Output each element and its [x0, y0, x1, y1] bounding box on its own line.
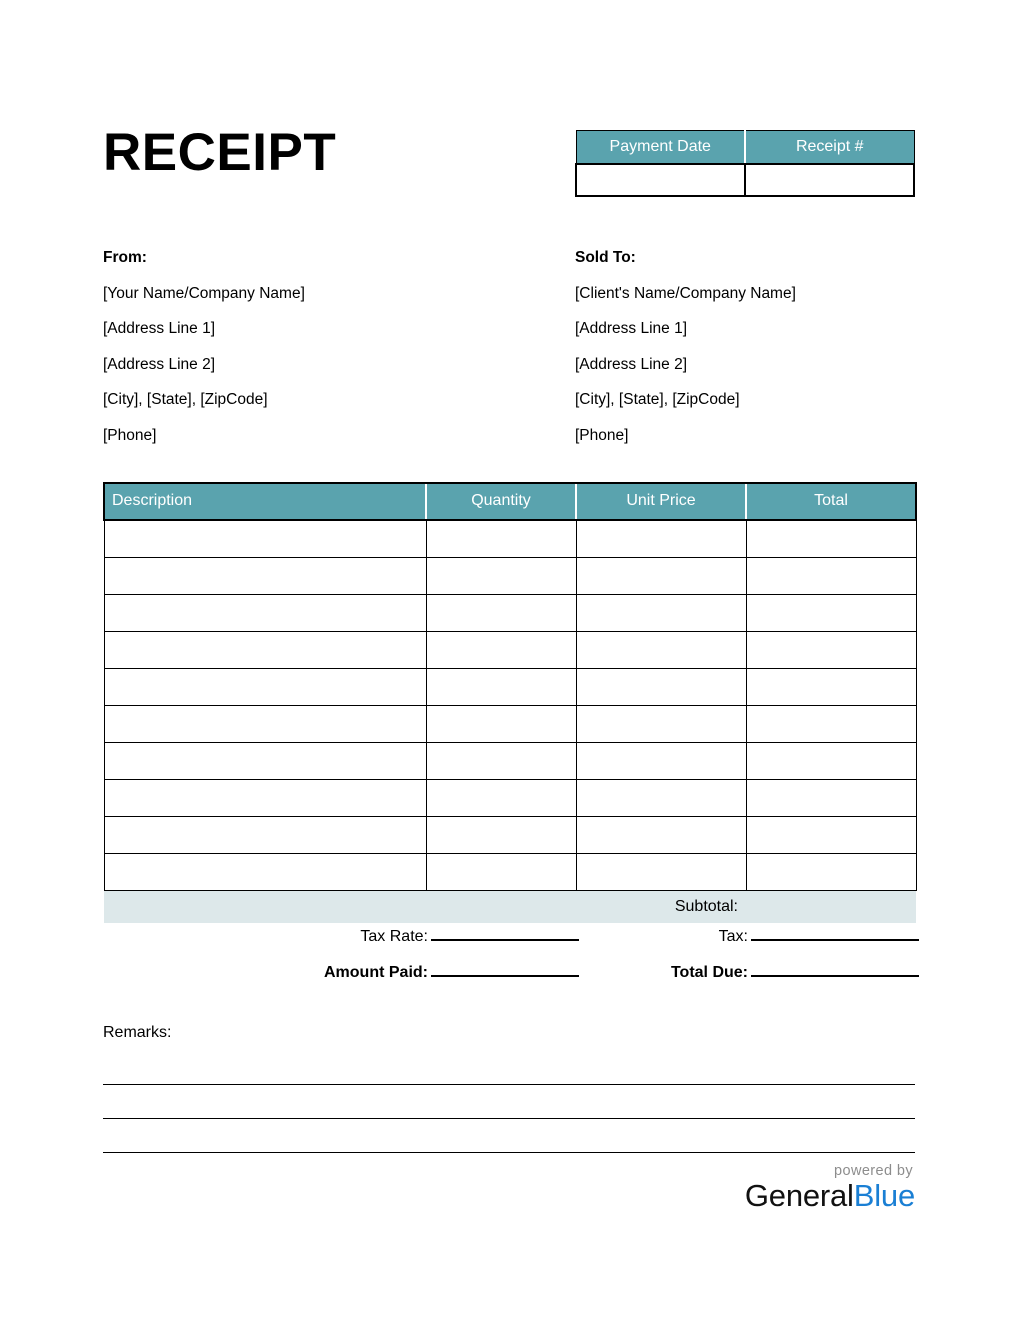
- cell-description[interactable]: [104, 595, 426, 632]
- column-header-total: Total: [746, 483, 916, 520]
- sold-to-address-block: [575, 240, 796, 453]
- cell-total[interactable]: [746, 595, 916, 632]
- brand-name-general: General: [744, 1178, 854, 1213]
- tax-field[interactable]: [751, 922, 919, 941]
- cell-total[interactable]: [746, 817, 916, 854]
- generalblue-logo: [600, 1179, 915, 1212]
- payment-date-field[interactable]: [576, 164, 745, 196]
- total-due-label: Total Due:: [670, 964, 748, 981]
- cell-total[interactable]: [746, 669, 916, 706]
- remarks-label: Remarks:: [103, 1024, 172, 1041]
- from-line-name[interactable]: [Your Name/Company Name]: [103, 284, 305, 302]
- table-row: [104, 706, 916, 743]
- table-row: [104, 669, 916, 706]
- tax-label: Tax:: [718, 928, 748, 945]
- sold-to-line-phone[interactable]: [Phone]: [575, 426, 629, 444]
- cell-unit-price[interactable]: [576, 595, 746, 632]
- line-items-body: [104, 520, 916, 923]
- remarks-line-1[interactable]: [103, 1084, 915, 1085]
- totals-block: [103, 916, 915, 988]
- cell-description[interactable]: [104, 669, 426, 706]
- cell-unit-price[interactable]: [576, 520, 746, 558]
- cell-total[interactable]: [746, 632, 916, 669]
- cell-quantity[interactable]: [426, 817, 576, 854]
- from-line-phone[interactable]: [Phone]: [103, 426, 157, 444]
- total-due-row: [583, 958, 919, 982]
- cell-quantity[interactable]: [426, 669, 576, 706]
- cell-quantity[interactable]: [426, 706, 576, 743]
- cell-total[interactable]: [746, 854, 916, 891]
- cell-unit-price[interactable]: [576, 669, 746, 706]
- cell-quantity[interactable]: [426, 558, 576, 595]
- amount-paid-label: Amount Paid:: [324, 964, 428, 981]
- from-heading: From:: [103, 249, 147, 266]
- sold-to-heading: Sold To:: [575, 249, 636, 266]
- sold-to-line-address2[interactable]: [Address Line 2]: [575, 355, 688, 373]
- from-line-address2[interactable]: [Address Line 2]: [103, 355, 216, 373]
- sold-to-line-name[interactable]: [Client's Name/Company Name]: [575, 284, 796, 302]
- table-row: [104, 558, 916, 595]
- cell-description[interactable]: [104, 520, 426, 558]
- tax-row: [663, 922, 919, 946]
- subtotal-label: Subtotal:: [104, 891, 746, 924]
- payment-info-value-row: [576, 164, 914, 196]
- cell-unit-price[interactable]: [576, 817, 746, 854]
- line-items-table: [103, 482, 917, 923]
- remarks-line-2[interactable]: [103, 1118, 915, 1119]
- cell-unit-price[interactable]: [576, 743, 746, 780]
- remarks-line-3[interactable]: [103, 1152, 915, 1153]
- line-items-header-row: [104, 483, 916, 520]
- cell-description[interactable]: [104, 780, 426, 817]
- table-row: [104, 743, 916, 780]
- cell-quantity[interactable]: [426, 520, 576, 558]
- cell-unit-price[interactable]: [576, 706, 746, 743]
- document-header: [0, 0, 1020, 215]
- cell-quantity[interactable]: [426, 780, 576, 817]
- sold-to-line-city-state-zip[interactable]: [City], [State], [ZipCode]: [575, 391, 740, 408]
- table-row: [104, 632, 916, 669]
- payment-info-header-row: [576, 131, 914, 165]
- amount-paid-row: [243, 958, 579, 982]
- remarks-block: [103, 1024, 915, 1153]
- cell-total[interactable]: [746, 558, 916, 595]
- table-row: [104, 520, 916, 558]
- from-line-address1[interactable]: [Address Line 1]: [103, 320, 216, 337]
- cell-description[interactable]: [104, 817, 426, 854]
- from-line-city-state-zip[interactable]: [City], [State], [ZipCode]: [103, 391, 268, 408]
- cell-description[interactable]: [104, 743, 426, 780]
- cell-total[interactable]: [746, 743, 916, 780]
- cell-quantity[interactable]: [426, 595, 576, 632]
- cell-unit-price[interactable]: [576, 854, 746, 891]
- cell-quantity[interactable]: [426, 854, 576, 891]
- cell-quantity[interactable]: [426, 743, 576, 780]
- cell-total[interactable]: [746, 706, 916, 743]
- payment-date-header: Payment Date: [576, 131, 745, 165]
- table-row: [104, 854, 916, 891]
- receipt-number-header: Receipt #: [745, 131, 914, 165]
- table-row: [104, 780, 916, 817]
- cell-description[interactable]: [104, 706, 426, 743]
- cell-unit-price[interactable]: [576, 558, 746, 595]
- cell-description[interactable]: [104, 854, 426, 891]
- tax-rate-label: Tax Rate:: [360, 928, 428, 945]
- cell-total[interactable]: [746, 520, 916, 558]
- cell-total[interactable]: [746, 780, 916, 817]
- column-header-unit-price: Unit Price: [576, 483, 746, 520]
- tax-rate-field[interactable]: [431, 922, 579, 941]
- cell-unit-price[interactable]: [576, 780, 746, 817]
- total-due-field[interactable]: [751, 958, 919, 977]
- payment-info-table: [575, 130, 915, 197]
- sold-to-line-address1[interactable]: [Address Line 1]: [575, 320, 688, 337]
- table-row: [104, 817, 916, 854]
- powered-by-label: powered by: [834, 1163, 913, 1179]
- page-title: RECEIPT: [103, 123, 337, 182]
- cell-description[interactable]: [104, 558, 426, 595]
- amount-paid-field[interactable]: [431, 958, 579, 977]
- cell-quantity[interactable]: [426, 632, 576, 669]
- column-header-description: Description: [104, 483, 426, 520]
- cell-unit-price[interactable]: [576, 632, 746, 669]
- footer-branding: [600, 1163, 915, 1212]
- table-row: [104, 595, 916, 632]
- brand-name-blue: Blue: [853, 1178, 915, 1213]
- cell-description[interactable]: [104, 632, 426, 669]
- receipt-number-field[interactable]: [745, 164, 914, 196]
- tax-rate-row: [243, 922, 579, 946]
- column-header-quantity: Quantity: [426, 483, 576, 520]
- from-address-block: [103, 240, 305, 453]
